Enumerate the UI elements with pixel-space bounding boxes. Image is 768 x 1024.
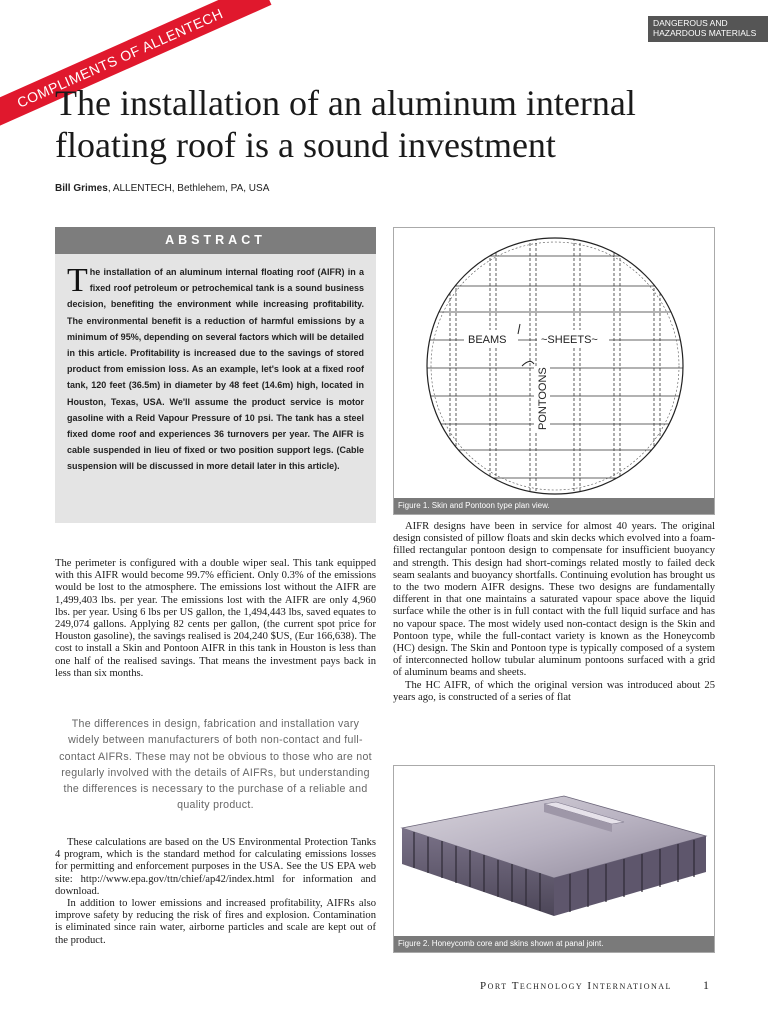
honeycomb-panel-illustration xyxy=(394,766,716,936)
left-column-paragraph-1 xyxy=(55,558,376,680)
figure-2-honeycomb-photo xyxy=(393,765,715,953)
tank-shell xyxy=(427,238,683,494)
beams-label: BEAMS xyxy=(468,334,507,346)
pontoons-arrow xyxy=(522,361,534,366)
page-number: 1 xyxy=(703,978,709,992)
perimeter-seal xyxy=(431,242,679,490)
article-title: The installation of an aluminum internal floating roof is a sound investment xyxy=(55,83,636,165)
body-paragraph: These calculations are based on the US Environmental Protection Tanks 4 program, which is the standard method for calculating emissions losses for permitting and enforcement purposes in the USA. See the US EPA web site: http://www.epa.gov/ttn/chief/ap42/index.html for information and download. xyxy=(55,837,376,897)
section-tag xyxy=(648,16,768,42)
byline xyxy=(55,183,269,194)
beams-arrow xyxy=(518,324,520,334)
pull-quote: The differences in design, fabrication and installation vary widely between manufacturers of both non-contact and full-contact AIFRs. These may not be obvious to those who are not regularly involved with the details of AIFRs, but understanding the differences is necessary to the purchase of a reliable and quality product. xyxy=(59,718,372,812)
body-paragraph: The perimeter is configured with a double wiper seal. This tank equipped with this AIFR would become 99.7% efficient. Only 0.3% of the emissions would be lost to the atmosphere. The emissions lost without the AIFR are 1,499,403 lbs. per year. The emissions lost with the AIFR are only 4,960 lbs. per year. Using 6 lbs per US gallon, the 1,494,443 lbs, saved equates to 249,074 gallons. Applying 82 cents per gallon, (the current spot price for Houston gasoline), the savings realised is 204,240 $US, (Eur 166,638). The cost to install a Skin and Pontoon AIFR in this tank in Houston is less than one half of the realised savings. That means the investment pays back in less than six months. xyxy=(55,558,376,679)
left-column-continued xyxy=(55,837,376,947)
figure-2-caption: Figure 2. Honeycomb core and skins shown at panal joint. xyxy=(394,936,714,952)
sheets-label: ~SHEETS~ xyxy=(541,334,598,346)
publication-footer: Port Technology International xyxy=(480,980,672,992)
plan-view-diagram xyxy=(394,228,716,498)
figure-1-plan-view xyxy=(393,227,715,515)
section-tag-line-2: HAZARDOUS MATERIALS xyxy=(653,28,757,38)
abstract-dropcap: T xyxy=(67,262,88,299)
author-name: Bill Grimes xyxy=(55,183,108,194)
pontoons-label: PONTOONS xyxy=(537,367,549,430)
author-affiliation: , ALLENTECH, Bethlehem, PA, USA xyxy=(107,183,270,194)
body-paragraph: In addition to lower emissions and increased profitability, AIFRs also improve safety by reducing the risk of fires and explosion. Contamination is eliminated since rain water, airborne particles and scale are kept out of the product. xyxy=(55,898,376,946)
body-paragraph: The HC AIFR, of which the original version was introduced about 25 years ago, is constructed of a series of flat xyxy=(393,679,715,703)
abstract-box xyxy=(55,227,376,523)
abstract-text: he installation of an aluminum internal floating roof (AIFR) in a fixed roof petroleum or petrochemical tank is a sound business decision, benefiting the environment while increasing profitability. The environmental benefit is a reduction of harmful emissions by a minimum of 95%, depending on several factors which will be detailed in this article. Profitability is increased due to the savings of stored product from emission loss. As an example, let's look at a fixed roof tank, 120 feet (36.5m) in diameter by 48 feet (14.6m) high, located in Houston, Texas, USA. We'll assume the product service is motor gasoline with a Reid Vapour Pressure of 10 psi. The tank has a steel fixed dome roof and experiences 36 turnovers per year. The AIFR is cable suspended in lieu of fixed or two position support legs. (Cable suspension will be discussed in more detail later in this article). xyxy=(67,267,364,472)
right-column-text xyxy=(393,521,715,704)
abstract-heading: ABSTRACT xyxy=(55,227,376,254)
compliments-ribbon: COMPLIMENTS OF ALLENTECH xyxy=(0,0,271,135)
section-tag-line-1: DANGEROUS AND xyxy=(653,18,728,28)
body-paragraph: AIFR designs have been in service for almost 40 years. The original design consisted of pillow floats and skin decks which evolved into a foam-filled rectangular pontoon design to compensate for insufficient buoyancy and strength. This design had short-comings related mostly to failed deck seam sealants and buoyancy shortfalls. Continuing evolution has brought us to the two modern AIFR designs. These two designs are fundamentally different in that one maintains a saturated vapour space above the liquid surface while the other is in full contact with the full liquid surface and has no vapour space. The most widely used non-contact design is the Skin and Pontoon type, while the full-contact variety is known as the Honeycomb (HC) design. The Skin and Pontoon type is typically composed of a system of interconnected hollow tubular aluminum pontoons surfaced with a grid of aluminum beams and sheets. xyxy=(393,521,715,679)
figure-1-caption: Figure 1. Skin and Pontoon type plan view. xyxy=(394,498,714,514)
abstract-body xyxy=(55,254,376,475)
